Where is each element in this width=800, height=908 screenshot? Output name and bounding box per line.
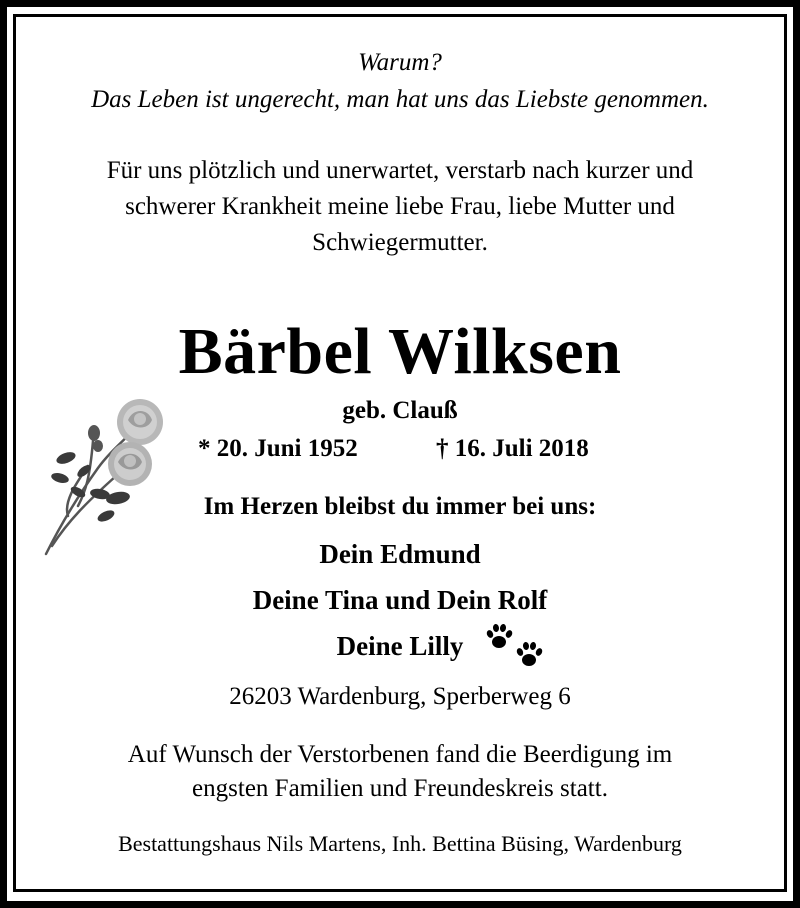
mourner-name: Deine Lilly [336,631,464,661]
funeral-note-line-2: engsten Familien und Freundeskreis statt. [192,775,608,802]
birth-date: * 20. Juni 1952 [198,435,358,462]
deceased-name: Bärbel Wilksen [178,315,622,388]
announcement-line-1: Für uns plötzlich und unerwartet, verstarb nach kurzer und [106,157,694,184]
mourners-intro: Im Herzen bleibst du immer bei uns: [203,493,597,520]
death-date: † 16. Juli 2018 [436,435,589,462]
maiden-name: geb. Clauß [342,397,458,424]
undertaker: Bestattungshaus Nils Martens, Inh. Bettina Büsing, Wardenburg [118,831,682,856]
address: 26203 Wardenburg, Sperberweg 6 [229,683,571,710]
quote-line-2: Das Leben ist ungerecht, man hat uns das Liebste genommen. [91,86,709,113]
roses-icon [38,396,173,561]
paw-prints-icon [482,622,548,670]
mourner-name: Dein Edmund [319,539,481,569]
announcement-line-2: schwerer Krankheit meine liebe Frau, liebe Mutter und [125,193,675,220]
mourner-name: Deine Tina und Dein Rolf [252,585,548,615]
quote-line-1: Warum? [358,49,442,76]
announcement-line-3: Schwiegermutter. [312,229,488,256]
funeral-note-line-1: Auf Wunsch der Verstorbenen fand die Beerdigung im [127,741,673,768]
